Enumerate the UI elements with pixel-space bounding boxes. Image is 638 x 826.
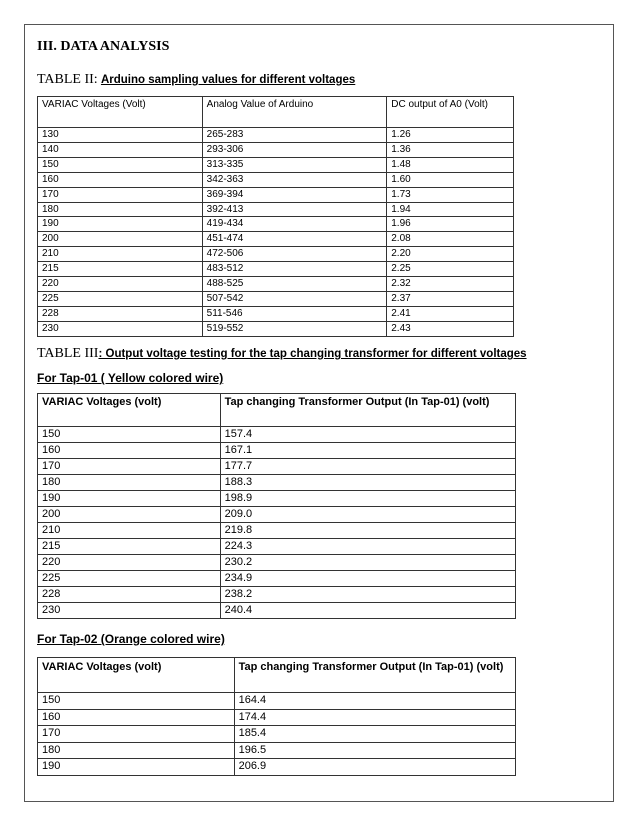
table-cell: 1.73	[387, 187, 514, 202]
table2-caption	[37, 71, 355, 88]
table-cell: 219.8	[220, 523, 515, 539]
table2-title: Arduino sampling values for different voltages	[100, 74, 356, 86]
table-cell: 1.48	[387, 157, 514, 172]
table-cell: 200	[38, 232, 203, 247]
table-cell: 160	[38, 443, 221, 459]
table-cell: 451-474	[202, 232, 387, 247]
table-cell: 190	[38, 217, 203, 232]
table-cell: 198.9	[220, 491, 515, 507]
table-cell: 225	[38, 291, 203, 306]
table-cell: 160	[38, 709, 235, 726]
table-cell: 2.08	[387, 232, 514, 247]
table-row	[38, 693, 516, 710]
table-row	[38, 571, 516, 587]
table-row	[38, 726, 516, 743]
table-cell: 157.4	[220, 427, 515, 443]
table-cell: 2.20	[387, 247, 514, 262]
table-row	[38, 742, 516, 759]
table-cell: 224.3	[220, 539, 515, 555]
table-cell: 2.41	[387, 306, 514, 321]
table-cell: 185.4	[234, 726, 515, 743]
table-cell: 210	[38, 247, 203, 262]
column-header: Tap changing Transformer Output (In Tap-01) (volt)	[234, 658, 515, 693]
table-row	[38, 443, 516, 459]
table-cell: 150	[38, 427, 221, 443]
table-cell: 265-283	[202, 128, 387, 143]
column-header: Analog Value of Arduino	[202, 97, 387, 128]
table-cell: 206.9	[234, 759, 515, 776]
table-cell: 2.43	[387, 321, 514, 336]
table3-label: TABLE III	[37, 346, 99, 361]
table-cell: 2.32	[387, 277, 514, 292]
table-row	[38, 491, 516, 507]
table-header-row	[38, 97, 514, 128]
table-cell: 220	[38, 277, 203, 292]
table-cell: 215	[38, 539, 221, 555]
column-header: DC output of A0 (Volt)	[387, 97, 514, 128]
table-row	[38, 306, 514, 321]
arduino-sampling-table	[37, 96, 514, 337]
table-row	[38, 555, 516, 571]
table-row	[38, 172, 514, 187]
table-cell: 190	[38, 491, 221, 507]
table-row	[38, 202, 514, 217]
column-header: VARIAC Voltages (volt)	[38, 394, 221, 427]
table2-label: TABLE II:	[37, 72, 98, 87]
table-cell: 342-363	[202, 172, 387, 187]
table-cell: 1.26	[387, 128, 514, 143]
table-cell: 150	[38, 693, 235, 710]
tap02-output-table	[37, 657, 516, 776]
table-cell: 170	[38, 187, 203, 202]
table-row	[38, 232, 514, 247]
table-cell: 188.3	[220, 475, 515, 491]
table-cell: 164.4	[234, 693, 515, 710]
table-cell: 483-512	[202, 262, 387, 277]
table-cell: 174.4	[234, 709, 515, 726]
table-row	[38, 427, 516, 443]
table-cell: 220	[38, 555, 221, 571]
table-cell: 209.0	[220, 507, 515, 523]
table-cell: 1.96	[387, 217, 514, 232]
table-cell: 230.2	[220, 555, 515, 571]
column-header: VARIAC Voltages (volt)	[38, 658, 235, 693]
table-cell: 230	[38, 603, 221, 619]
table-row	[38, 128, 514, 143]
table-cell: 1.60	[387, 172, 514, 187]
table-row	[38, 157, 514, 172]
table-cell: 228	[38, 587, 221, 603]
table-header-row	[38, 658, 516, 693]
table-row	[38, 277, 514, 292]
table-row	[38, 187, 514, 202]
table-row	[38, 321, 514, 336]
table-cell: 1.36	[387, 142, 514, 157]
table-cell: 228	[38, 306, 203, 321]
table-header-row	[38, 394, 516, 427]
table-cell: 2.37	[387, 291, 514, 306]
table-cell: 130	[38, 128, 203, 143]
table-cell: 167.1	[220, 443, 515, 459]
table-cell: 313-335	[202, 157, 387, 172]
table-cell: 507-542	[202, 291, 387, 306]
table-cell: 392-413	[202, 202, 387, 217]
table-cell: 519-552	[202, 321, 387, 336]
table-cell: 419-434	[202, 217, 387, 232]
table-cell: 150	[38, 157, 203, 172]
table-row	[38, 142, 514, 157]
table-cell: 240.4	[220, 603, 515, 619]
table-cell: 200	[38, 507, 221, 523]
table-cell: 180	[38, 475, 221, 491]
table-row	[38, 603, 516, 619]
table-cell: 225	[38, 571, 221, 587]
table-row	[38, 507, 516, 523]
table-cell: 238.2	[220, 587, 515, 603]
table-row	[38, 459, 516, 475]
document-page	[24, 24, 614, 802]
table-cell: 472-506	[202, 247, 387, 262]
table-cell: 170	[38, 459, 221, 475]
table-row	[38, 539, 516, 555]
table-cell: 293-306	[202, 142, 387, 157]
table-cell: 230	[38, 321, 203, 336]
table-cell: 369-394	[202, 187, 387, 202]
section-heading: III. DATA ANALYSIS	[37, 39, 170, 54]
table-row	[38, 587, 516, 603]
tap01-output-table	[37, 393, 516, 619]
table-cell: 488-525	[202, 277, 387, 292]
table-row	[38, 709, 516, 726]
column-header: Tap changing Transformer Output (In Tap-01) (volt)	[220, 394, 515, 427]
table-cell: 215	[38, 262, 203, 277]
table-cell: 2.25	[387, 262, 514, 277]
table-row	[38, 262, 514, 277]
table-cell: 180	[38, 742, 235, 759]
tap01-subheading: For Tap-01 ( Yellow colored wire)	[37, 371, 224, 385]
table-cell: 140	[38, 142, 203, 157]
table3-caption	[37, 345, 527, 362]
table-cell: 160	[38, 172, 203, 187]
table-cell: 190	[38, 759, 235, 776]
table-row	[38, 291, 514, 306]
table-cell: 196.5	[234, 742, 515, 759]
tap02-subheading: For Tap-02 (Orange colored wire)	[37, 632, 225, 646]
table-row	[38, 475, 516, 491]
table-row	[38, 759, 516, 776]
table-cell: 234.9	[220, 571, 515, 587]
table-cell: 511-546	[202, 306, 387, 321]
table-cell: 210	[38, 523, 221, 539]
table-cell: 177.7	[220, 459, 515, 475]
table-cell: 180	[38, 202, 203, 217]
table-cell: 1.94	[387, 202, 514, 217]
table-row	[38, 217, 514, 232]
table3-title: : Output voltage testing for the tap changing transformer for different voltages	[98, 348, 527, 360]
table-row	[38, 247, 514, 262]
table-cell: 170	[38, 726, 235, 743]
column-header: VARIAC Voltages (Volt)	[38, 97, 203, 128]
table-row	[38, 523, 516, 539]
